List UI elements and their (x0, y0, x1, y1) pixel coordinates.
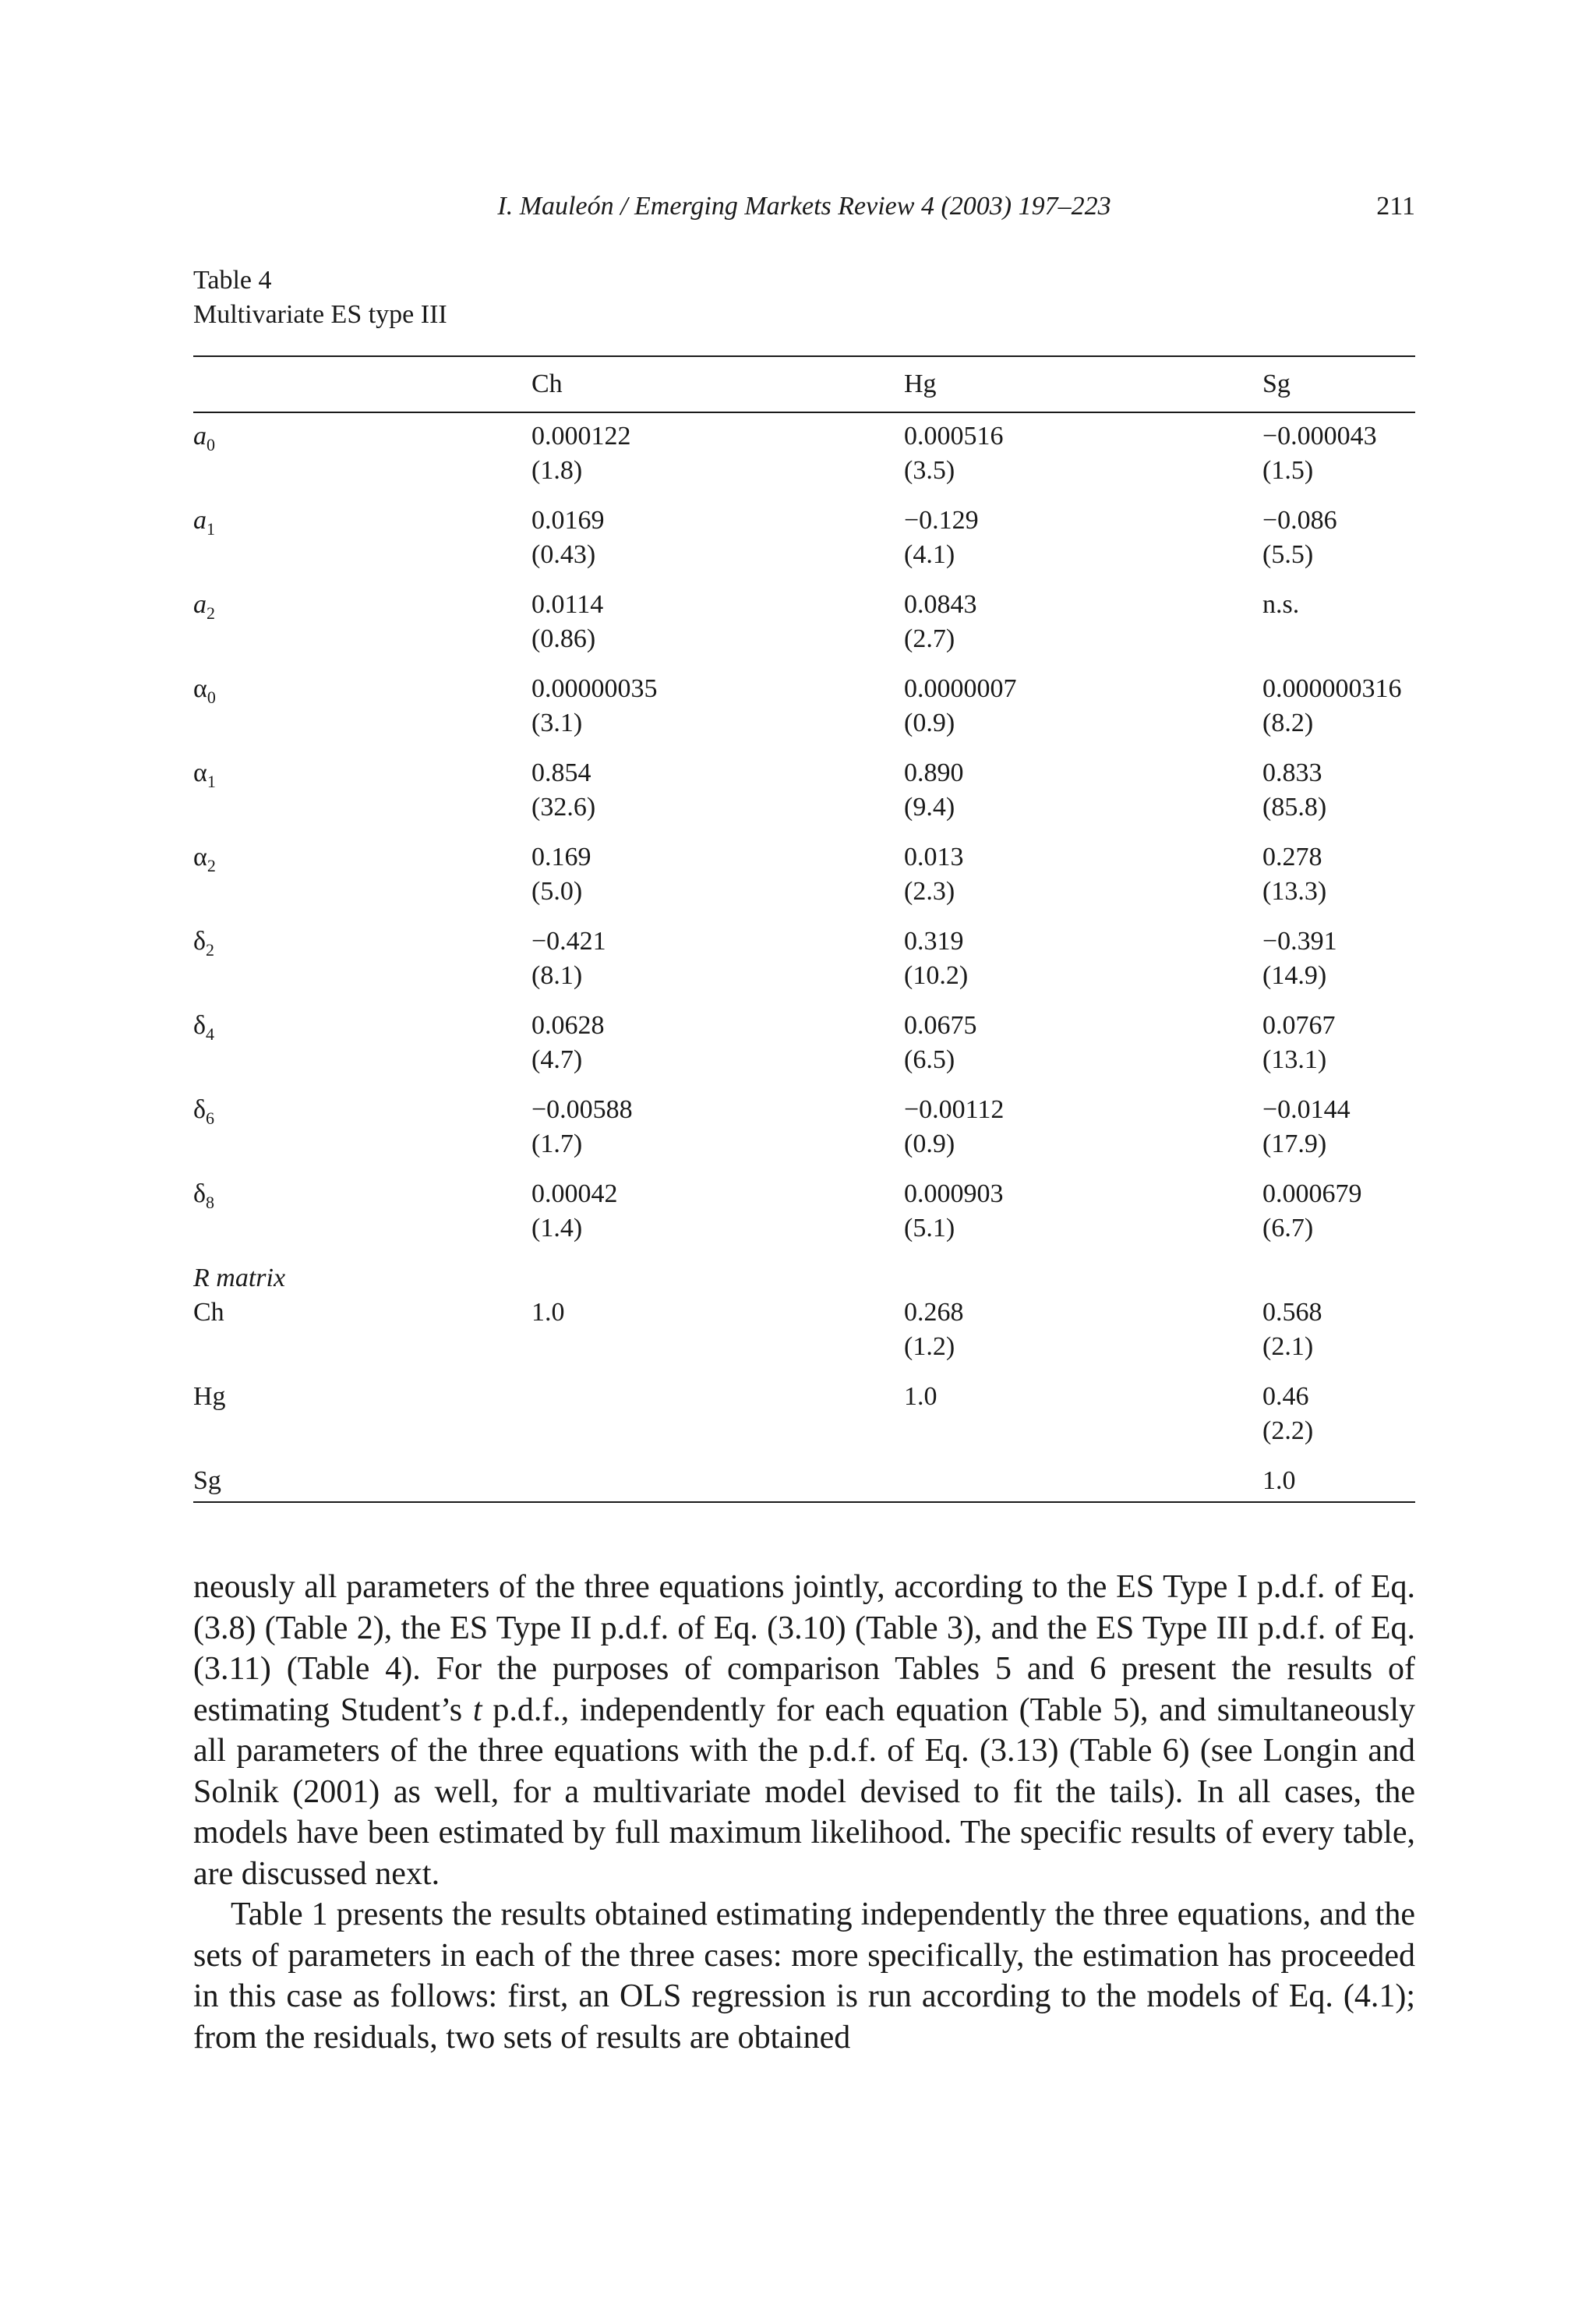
r-matrix-row (193, 1296, 1415, 1364)
table-row (193, 1077, 1415, 1161)
parameter-label (193, 412, 531, 488)
table-body (193, 412, 1415, 1502)
cell-t-statistic: (10.2) (904, 961, 969, 990)
parameter-label (193, 1077, 531, 1161)
r-matrix-cell (1262, 1364, 1415, 1448)
table-row (193, 741, 1415, 825)
cell-value: 0.268 (904, 1298, 964, 1327)
parameter-symbol: α (193, 843, 207, 871)
cell-t-statistic: (3.5) (904, 456, 955, 485)
empty-cell (531, 1246, 904, 1296)
header-row (193, 356, 1415, 412)
parameter-cell (904, 572, 1262, 656)
cell-value: 0.0628 (531, 1011, 605, 1040)
parameter-symbol: a (193, 422, 207, 451)
parameter-symbol: δ (193, 1179, 207, 1208)
cell-value: 0.000000316 (1262, 674, 1402, 703)
table-title: Multivariate ES type III (193, 300, 447, 329)
cell-value: 0.0767 (1262, 1011, 1336, 1040)
parameter-label (193, 1161, 531, 1246)
cell-t-statistic: (0.86) (531, 624, 596, 653)
parameter-subscript: 8 (206, 1193, 215, 1212)
parameter-cell (1262, 488, 1415, 572)
r-matrix-cell (531, 1296, 904, 1364)
cell-t-statistic: (14.9) (1262, 961, 1327, 990)
cell-t-statistic: (2.1) (1262, 1332, 1314, 1361)
parameter-cell (1262, 741, 1415, 825)
column-header-hg: Hg (904, 369, 937, 398)
parameter-subscript: 1 (207, 519, 215, 539)
cell-value: −0.00588 (531, 1095, 633, 1124)
cell-value: 0.169 (531, 843, 591, 871)
cell-t-statistic: (0.9) (904, 1129, 955, 1158)
running-header (193, 187, 1415, 226)
r-matrix-cell (1262, 1448, 1415, 1502)
cell-value: −0.00112 (904, 1095, 1005, 1124)
r-matrix-row (193, 1448, 1415, 1502)
paragraph-2: Table 1 presents the results obtained estimating independently the three equations, and the sets of parameters in each of the three cases: more specifically, the estimation has proceeded in this case as follows: first, an OLS regression is run according to the models of Eq. (4.1); from the residuals, two sets of results are obtained (193, 1897, 1415, 2056)
parameter-label (193, 572, 531, 656)
table-row (193, 412, 1415, 488)
parameter-cell (1262, 825, 1415, 909)
parameter-cell (1262, 412, 1415, 488)
cell-t-statistic: (2.3) (904, 877, 955, 906)
cell-t-statistic: (4.1) (904, 540, 955, 569)
parameter-label (193, 741, 531, 825)
cell-t-statistic: (9.4) (904, 793, 955, 822)
parameter-symbol: δ (193, 927, 207, 956)
parameter-cell (904, 412, 1262, 488)
page-number: 211 (1376, 192, 1415, 221)
r-matrix-label: R matrix (193, 1264, 286, 1292)
cell-t-statistic: (0.43) (531, 540, 596, 569)
cell-value: −0.0144 (1262, 1095, 1351, 1124)
parameter-label (193, 488, 531, 572)
table-row (193, 572, 1415, 656)
cell-t-statistic: (13.1) (1262, 1045, 1327, 1074)
parameter-cell (1262, 909, 1415, 993)
r-matrix-row (193, 1364, 1415, 1448)
parameter-cell (904, 1161, 1262, 1246)
paragraph-1-part-2: p.d.f., independently for each equation (Table 5), and simultaneously all parameters of the three equations with the p.d.f. of Eq. (3.13) (Table 6) (see Longin and Solnik (2001) as well, for a multivariate model devised to fit the tails). In all cases, the models have been estimated by full maximum likelihood. The specific results of every table, are discussed next. (193, 1692, 1416, 1892)
cell-value: −0.129 (904, 506, 979, 535)
column-header-sg: Sg (1262, 369, 1291, 398)
header-empty-cell (193, 356, 531, 412)
cell-t-statistic: (5.0) (531, 877, 583, 906)
parameter-symbol: δ (193, 1011, 207, 1040)
table-row (193, 993, 1415, 1077)
parameter-cell (531, 1077, 904, 1161)
cell-t-statistic: (1.2) (904, 1332, 955, 1361)
cell-t-statistic: (1.8) (531, 456, 583, 485)
cell-value: −0.086 (1262, 506, 1337, 535)
parameter-symbol: δ (193, 1095, 207, 1124)
parameter-cell (904, 909, 1262, 993)
r-matrix-row-label: Hg (193, 1382, 226, 1411)
results-table (193, 355, 1415, 1503)
running-title: I. Mauleón / Emerging Markets Review 4 (2003) 197–223 (497, 192, 1111, 221)
cell-value: −0.000043 (1262, 422, 1377, 451)
cell-value: 0.0843 (904, 590, 977, 619)
parameter-subscript: 2 (207, 856, 216, 875)
cell-value: 0.000122 (531, 422, 631, 451)
parameter-cell (904, 741, 1262, 825)
r-matrix-row-label: Sg (193, 1466, 221, 1495)
cell-value: 0.854 (531, 758, 591, 787)
cell-t-statistic: (32.6) (531, 793, 596, 822)
cell-value: 0.000679 (1262, 1179, 1362, 1208)
parameter-label (193, 825, 531, 909)
parameter-cell (1262, 656, 1415, 741)
cell-value: 0.0114 (531, 590, 604, 619)
table-row (193, 488, 1415, 572)
parameter-cell (1262, 572, 1415, 656)
cell-value: 0.319 (904, 927, 964, 956)
parameter-symbol: a (193, 590, 207, 619)
parameter-subscript: 1 (207, 772, 216, 791)
cell-value: n.s. (1262, 590, 1300, 619)
cell-value: 0.568 (1262, 1298, 1322, 1327)
cell-value: 0.0000007 (904, 674, 1017, 703)
paragraph-1-part-1: neously all parameters of the three equations jointly, according to the ES Type I p.d.f. of Eq. (3.8) (Table 2), the ES Type II p.d.f. of Eq. (3.10) (Table 3), and the ES Type III p.d.f. of Eq. (3.11) (Table 4). For the purposes of comparison Tables 5 and 6 present the results of estimating Student’s (193, 1569, 1415, 1728)
r-matrix-row-label: Ch (193, 1298, 224, 1327)
parameter-cell (531, 909, 904, 993)
parameter-symbol: α (193, 758, 207, 787)
table-row (193, 909, 1415, 993)
cell-t-statistic: (17.9) (1262, 1129, 1327, 1158)
cell-t-statistic: (1.5) (1262, 456, 1314, 485)
cell-value: 0.000516 (904, 422, 1004, 451)
parameter-subscript: 2 (206, 940, 215, 960)
cell-t-statistic: (6.7) (1262, 1214, 1314, 1243)
parameter-label (193, 993, 531, 1077)
parameter-cell (1262, 993, 1415, 1077)
parameter-subscript: 0 (207, 688, 216, 707)
parameter-symbol: a (193, 506, 207, 535)
parameter-cell (1262, 1161, 1415, 1246)
cell-value: 0.00042 (531, 1179, 618, 1208)
cell-t-statistic: (2.7) (904, 624, 955, 653)
r-matrix-cell (531, 1364, 904, 1448)
table-header (193, 356, 1415, 412)
table-row (193, 656, 1415, 741)
empty-cell (1262, 1246, 1415, 1296)
student-t-symbol: t (472, 1692, 482, 1728)
cell-t-statistic: (8.2) (1262, 709, 1314, 737)
parameter-cell (531, 993, 904, 1077)
table-row (193, 1161, 1415, 1246)
cell-t-statistic: (5.5) (1262, 540, 1314, 569)
cell-value: 1.0 (904, 1382, 937, 1411)
cell-t-statistic: (2.2) (1262, 1416, 1314, 1445)
cell-value: −0.391 (1262, 927, 1337, 956)
parameter-symbol: α (193, 674, 207, 703)
parameter-subscript: 6 (206, 1108, 215, 1128)
r-matrix-cell (904, 1364, 1262, 1448)
parameter-cell (904, 993, 1262, 1077)
body-text (193, 1567, 1415, 2058)
column-header-ch: Ch (531, 369, 563, 398)
parameter-cell (904, 488, 1262, 572)
parameter-subscript: 2 (207, 603, 215, 623)
cell-value: 0.013 (904, 843, 964, 871)
parameter-subscript: 0 (207, 435, 215, 454)
cell-value: 1.0 (1262, 1466, 1296, 1495)
r-matrix-cell (1262, 1296, 1415, 1364)
cell-value: −0.421 (531, 927, 606, 956)
cell-t-statistic: (8.1) (531, 961, 583, 990)
cell-t-statistic: (3.1) (531, 709, 583, 737)
parameter-cell (904, 1077, 1262, 1161)
cell-value: 0.0675 (904, 1011, 977, 1040)
empty-cell (904, 1246, 1262, 1296)
cell-value: 0.278 (1262, 843, 1322, 871)
cell-value: 0.833 (1262, 758, 1322, 787)
table-label: Table 4 (193, 266, 272, 295)
cell-t-statistic: (13.3) (1262, 877, 1327, 906)
parameter-cell (904, 656, 1262, 741)
r-matrix-cell (904, 1296, 1262, 1364)
cell-t-statistic: (0.9) (904, 709, 955, 737)
parameter-cell (1262, 1077, 1415, 1161)
parameter-label (193, 656, 531, 741)
paragraph-1 (193, 1567, 1415, 1894)
parameter-cell (531, 1161, 904, 1246)
cell-t-statistic: (85.8) (1262, 793, 1327, 822)
cell-value: 0.00000035 (531, 674, 658, 703)
parameter-cell (531, 656, 904, 741)
cell-value: 1.0 (531, 1298, 565, 1327)
parameter-cell (531, 572, 904, 656)
cell-t-statistic: (4.7) (531, 1045, 583, 1074)
table-row (193, 825, 1415, 909)
parameter-cell (531, 825, 904, 909)
cell-t-statistic: (1.4) (531, 1214, 583, 1243)
parameter-cell (531, 741, 904, 825)
cell-value: 0.000903 (904, 1179, 1004, 1208)
parameter-cell (531, 488, 904, 572)
parameter-subscript: 4 (206, 1024, 215, 1044)
parameter-label (193, 909, 531, 993)
parameter-cell (904, 825, 1262, 909)
r-matrix-cell (531, 1448, 904, 1502)
cell-t-statistic: (5.1) (904, 1214, 955, 1243)
parameter-cell (531, 412, 904, 488)
cell-value: 0.890 (904, 758, 964, 787)
table-caption (193, 263, 447, 332)
cell-t-statistic: (1.7) (531, 1129, 583, 1158)
cell-value: 0.0169 (531, 506, 605, 535)
r-matrix-heading-row (193, 1246, 1415, 1296)
cell-t-statistic: (6.5) (904, 1045, 955, 1074)
cell-value: 0.46 (1262, 1382, 1309, 1411)
r-matrix-cell (904, 1448, 1262, 1502)
